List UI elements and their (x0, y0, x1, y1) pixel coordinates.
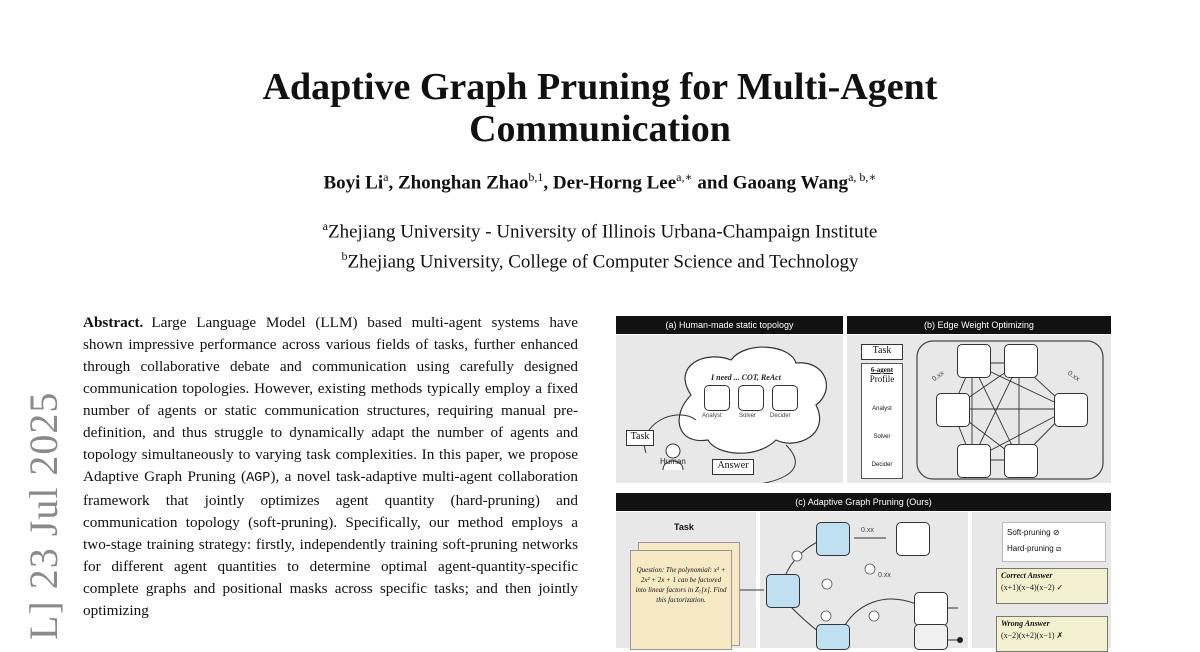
author-name: Gaoang Wang (732, 172, 849, 194)
a-agent-label-1: Analyst (702, 413, 722, 419)
c-legend-hard (1007, 541, 1101, 557)
a-analyst-node (704, 385, 730, 411)
b-profile-head: 6-agent (870, 366, 894, 374)
b-weight-right: 0.xx (1066, 369, 1081, 384)
panel-a-title: (a) Human-made static topology (616, 316, 843, 334)
author-affiliation-marker: a (383, 170, 389, 184)
b-profile-label: Profile (869, 374, 895, 384)
b-role-1: Analyst (872, 406, 892, 412)
abstract-label: Abstract. (83, 314, 144, 331)
b-code-node (936, 393, 970, 427)
c-checklist-node (816, 522, 850, 556)
paper-title (0, 66, 1200, 150)
c-person-node (816, 624, 850, 650)
author-affiliation-marker: a, b,∗ (848, 170, 877, 184)
a-agent-label-2: Solver (739, 413, 757, 419)
b-bug-node (1004, 444, 1038, 478)
abstract-code: AGP (246, 471, 271, 486)
c-wrong-answer (996, 616, 1108, 652)
abstract-text-1: Large Language Model (LLM) based multi-agent systems have shown impressive performance across various fields of tasks, further enhanced through collaborative debate and communication using carefully designed communication topologies. However, existing methods typically employ a fixed number of agents or static communication structures, requiring manual pre-definition, and thus struggle to dynamically adapt the number of agents and topology simultaneously to varying task complexities. In this paper, we propose Adaptive Graph Pruning ( (83, 314, 578, 485)
panel-c-title: (c) Adaptive Graph Pruning (Ours) (616, 493, 1111, 511)
c-code-node (766, 574, 800, 608)
figure (616, 316, 1111, 648)
affiliation-a (0, 214, 1200, 244)
c-math-node (914, 592, 948, 626)
a-answer-box: Answer (712, 459, 754, 475)
c-correct-expr: (x+1)(x−4)(x−2) ✓ (1001, 583, 1064, 592)
a-task-box: Task (626, 430, 654, 446)
b-weight-left: 0.xx (931, 369, 946, 384)
c-pruned-node (914, 624, 948, 650)
abstract (83, 312, 578, 622)
affiliation-a-text: Zhejiang University - University of Illinois Urbana-Champaign Institute (328, 221, 878, 243)
arxiv-side-stamp: L] 23 Jul 2025 (21, 391, 66, 640)
b-person-node (957, 444, 991, 478)
panel-b-title: (b) Edge Weight Optimizing (847, 316, 1111, 334)
c-hard-label: Hard-pruning (1007, 544, 1054, 553)
b-checklist-node (957, 344, 991, 378)
soft-pruning-icon: ⊘ (1052, 528, 1060, 537)
c-question-text: Question: The polynomial: x³ + 2x² + 2x + 1 can be factored into linear factors in Z₇[x]. Find this factorization. (635, 566, 727, 604)
c-correct-title: Correct Answer (1001, 571, 1053, 580)
panel-c (616, 512, 1111, 648)
a-agent-label-3: Decider (770, 413, 791, 419)
affiliation-a-marker: a (322, 219, 328, 233)
affiliation-b-text: Zhejiang University, College of Computer Science and Technology (347, 251, 859, 273)
b-task-box: Task (861, 344, 903, 360)
c-correct-answer (996, 568, 1108, 604)
c-wrong-title: Wrong Answer (1001, 619, 1050, 628)
abstract-text-2: ), a novel task-adaptive multi-agent collaboration framework that jointly optimizes agent quantity (hard-pruning) and communication topology (soft-pruning). Specifically, our method employs a two-stage training strategy: firstly, independently training soft-pruning networks for different agent quantities to determine optimal agent-quantity-specific complete graphs and positional masks across specific tasks; and then jointly optimizing (83, 468, 578, 619)
panel-b (847, 335, 1111, 483)
hard-pruning-icon: ⧄ (1055, 544, 1062, 553)
c-legend (1002, 522, 1106, 562)
author-name: Boyi Li (323, 172, 384, 194)
author-affiliation-marker: a,∗ (676, 170, 693, 184)
a-human-label: Human (660, 457, 686, 466)
b-math-node (1054, 393, 1088, 427)
title-line-1: Adaptive Graph Pruning for Multi-Agent (262, 66, 938, 108)
b-role-3: Decider (871, 462, 893, 468)
affiliation-b-marker: b (341, 249, 348, 264)
a-solver-node (738, 385, 764, 411)
author-list: Boyi Li$^a$, Zhonghan Zhao$^{b,1}$, Der-Horng Lee$^{a,∗}$ and Gaoang Wang$^{a, b,∗}$ (323, 170, 877, 194)
a-cloud-text: I need ... COT, ReAct (711, 373, 781, 382)
affiliation-b (0, 244, 1200, 274)
c-task-label: Task (674, 522, 694, 532)
author-affiliation-marker: b,1 (528, 170, 544, 184)
c-legend-soft (1007, 525, 1101, 541)
a-decider-node (772, 385, 798, 411)
author-name: Zhonghan Zhao (397, 172, 529, 194)
c-weight-1: 0.xx (861, 527, 874, 534)
panel-a (616, 335, 843, 483)
c-weight-2: 0.xx (878, 572, 891, 579)
c-analyze-node (896, 522, 930, 556)
title-line-2: Communication (469, 108, 731, 150)
author-name: Der-Horng Lee (552, 172, 677, 194)
affiliations (0, 214, 1200, 275)
c-wrong-expr: (x−2)(x+2)(x−1) ✗ (1001, 631, 1064, 640)
b-role-2: Solver (873, 434, 891, 440)
b-analyze-node (1004, 344, 1038, 378)
c-soft-label: Soft-pruning (1007, 528, 1051, 537)
